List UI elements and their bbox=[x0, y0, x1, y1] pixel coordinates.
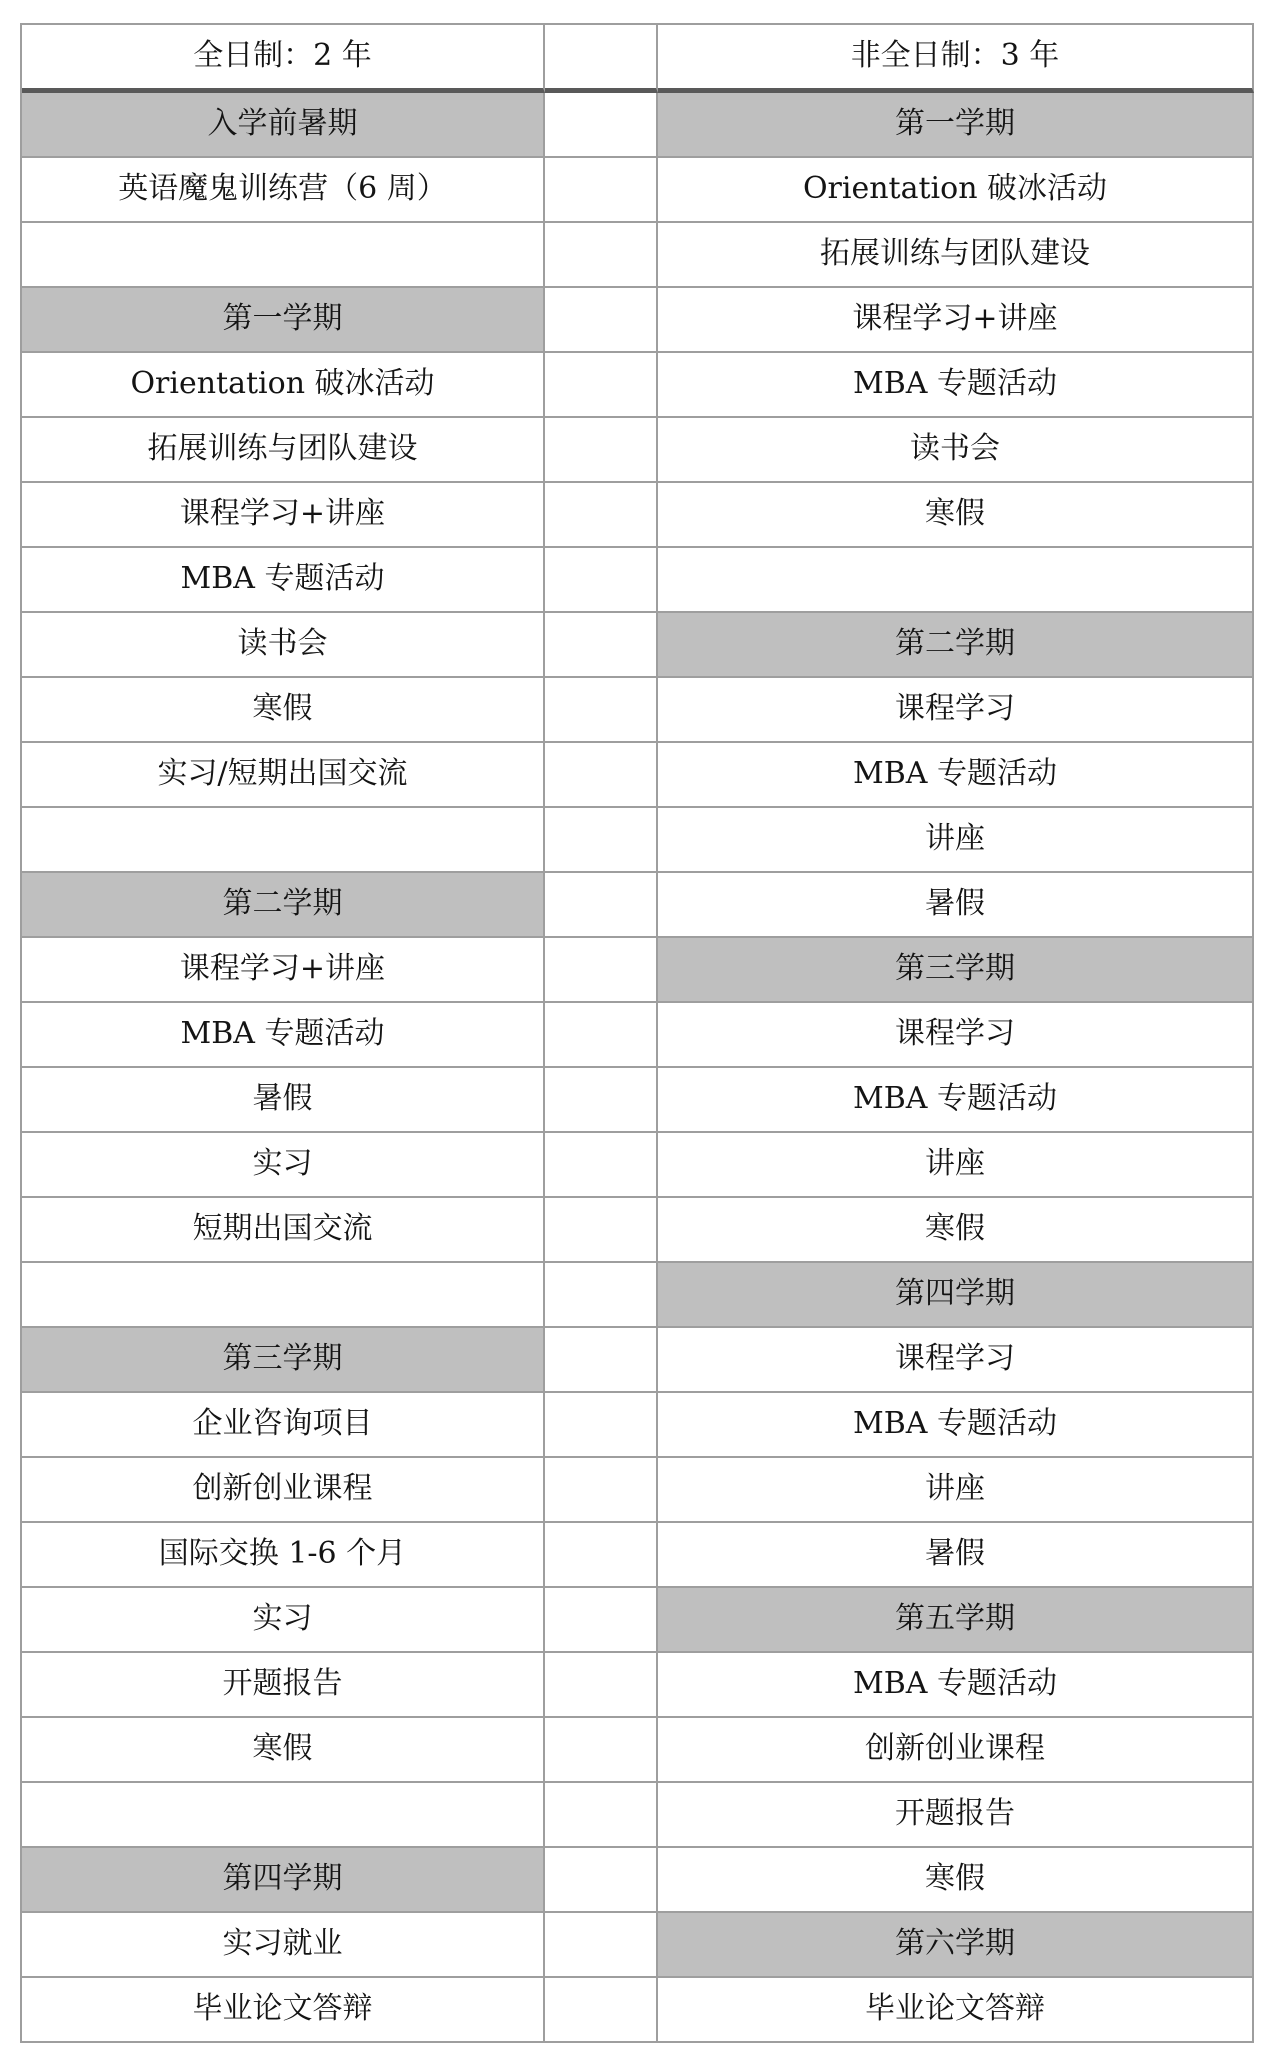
spacer-cell bbox=[545, 1978, 658, 2043]
part-time-cell: 暑假 bbox=[658, 873, 1254, 938]
full-time-cell: 课程学习+讲座 bbox=[22, 938, 545, 1003]
spacer-cell bbox=[545, 158, 658, 223]
part-time-cell: Orientation 破冰活动 bbox=[658, 158, 1254, 223]
table-row bbox=[22, 1133, 1254, 1198]
part-time-cell: 讲座 bbox=[658, 1133, 1254, 1198]
part-time-cell: MBA 专题活动 bbox=[658, 353, 1254, 418]
table-row bbox=[22, 613, 1254, 678]
full-time-cell: 毕业论文答辩 bbox=[22, 1978, 545, 2043]
part-time-cell: 第五学期 bbox=[658, 1588, 1254, 1653]
spacer-cell bbox=[545, 1198, 658, 1263]
part-time-header-cell: 非全日制：3 年 bbox=[658, 25, 1254, 93]
table-row bbox=[22, 1263, 1254, 1328]
spacer-cell bbox=[545, 743, 658, 808]
full-time-cell: 第二学期 bbox=[22, 873, 545, 938]
table-row bbox=[22, 808, 1254, 873]
table-row bbox=[22, 1458, 1254, 1523]
header-row bbox=[22, 25, 1254, 93]
schedule-table bbox=[20, 23, 1254, 2043]
full-time-cell bbox=[22, 808, 545, 873]
table-row bbox=[22, 1588, 1254, 1653]
spacer-cell bbox=[545, 1913, 658, 1978]
part-time-cell: 讲座 bbox=[658, 1458, 1254, 1523]
part-time-cell: 第四学期 bbox=[658, 1263, 1254, 1328]
spacer-cell bbox=[545, 938, 658, 1003]
full-time-cell: MBA 专题活动 bbox=[22, 548, 545, 613]
full-time-cell: 实习就业 bbox=[22, 1913, 545, 1978]
full-time-cell: 企业咨询项目 bbox=[22, 1393, 545, 1458]
table-row bbox=[22, 1523, 1254, 1588]
full-time-cell bbox=[22, 1783, 545, 1848]
part-time-cell: 寒假 bbox=[658, 483, 1254, 548]
part-time-cell: 第三学期 bbox=[658, 938, 1254, 1003]
full-time-cell: 第四学期 bbox=[22, 1848, 545, 1913]
table-row bbox=[22, 1978, 1254, 2043]
table-row bbox=[22, 1653, 1254, 1718]
spacer-cell bbox=[545, 548, 658, 613]
spacer-cell bbox=[545, 353, 658, 418]
full-time-cell: 创新创业课程 bbox=[22, 1458, 545, 1523]
table-row bbox=[22, 678, 1254, 743]
part-time-cell: 开题报告 bbox=[658, 1783, 1254, 1848]
spacer-cell bbox=[545, 25, 658, 93]
full-time-cell: 开题报告 bbox=[22, 1653, 545, 1718]
table-row bbox=[22, 483, 1254, 548]
part-time-cell: 读书会 bbox=[658, 418, 1254, 483]
spacer-cell bbox=[545, 1263, 658, 1328]
part-time-cell: 第二学期 bbox=[658, 613, 1254, 678]
full-time-cell: 拓展训练与团队建设 bbox=[22, 418, 545, 483]
full-time-cell: 入学前暑期 bbox=[22, 93, 545, 158]
full-time-cell: 实习/短期出国交流 bbox=[22, 743, 545, 808]
table-row bbox=[22, 743, 1254, 808]
spacer-cell bbox=[545, 1328, 658, 1393]
table-row bbox=[22, 1198, 1254, 1263]
table-row bbox=[22, 288, 1254, 353]
table-row bbox=[22, 1068, 1254, 1133]
full-time-cell: 第一学期 bbox=[22, 288, 545, 353]
table-row bbox=[22, 1393, 1254, 1458]
full-time-cell: 第三学期 bbox=[22, 1328, 545, 1393]
full-time-cell: MBA 专题活动 bbox=[22, 1003, 545, 1068]
part-time-cell: MBA 专题活动 bbox=[658, 743, 1254, 808]
spacer-cell bbox=[545, 288, 658, 353]
spacer-cell bbox=[545, 1523, 658, 1588]
full-time-cell: Orientation 破冰活动 bbox=[22, 353, 545, 418]
spacer-cell bbox=[545, 613, 658, 678]
part-time-cell: 讲座 bbox=[658, 808, 1254, 873]
full-time-cell: 课程学习+讲座 bbox=[22, 483, 545, 548]
part-time-cell: 课程学习 bbox=[658, 1003, 1254, 1068]
part-time-cell: MBA 专题活动 bbox=[658, 1393, 1254, 1458]
part-time-cell: 毕业论文答辩 bbox=[658, 1978, 1254, 2043]
spacer-cell bbox=[545, 93, 658, 158]
full-time-cell: 寒假 bbox=[22, 1718, 545, 1783]
spacer-cell bbox=[545, 1458, 658, 1523]
table-row bbox=[22, 1913, 1254, 1978]
spacer-cell bbox=[545, 418, 658, 483]
spacer-cell bbox=[545, 808, 658, 873]
schedule-table-body bbox=[22, 25, 1254, 2043]
full-time-cell: 读书会 bbox=[22, 613, 545, 678]
full-time-cell: 国际交换 1-6 个月 bbox=[22, 1523, 545, 1588]
table-row bbox=[22, 548, 1254, 613]
table-row bbox=[22, 93, 1254, 158]
spacer-cell bbox=[545, 1393, 658, 1458]
part-time-cell: 第六学期 bbox=[658, 1913, 1254, 1978]
part-time-cell: 寒假 bbox=[658, 1848, 1254, 1913]
spacer-cell bbox=[545, 678, 658, 743]
spacer-cell bbox=[545, 1718, 658, 1783]
spacer-cell bbox=[545, 1003, 658, 1068]
spacer-cell bbox=[545, 1133, 658, 1198]
table-row bbox=[22, 938, 1254, 1003]
table-row bbox=[22, 1848, 1254, 1913]
full-time-cell: 实习 bbox=[22, 1133, 545, 1198]
part-time-cell: MBA 专题活动 bbox=[658, 1653, 1254, 1718]
part-time-cell: MBA 专题活动 bbox=[658, 1068, 1254, 1133]
spacer-cell bbox=[545, 1068, 658, 1133]
part-time-cell: 暑假 bbox=[658, 1523, 1254, 1588]
table-row bbox=[22, 873, 1254, 938]
table-row bbox=[22, 1718, 1254, 1783]
full-time-header-cell: 全日制：2 年 bbox=[22, 25, 545, 93]
full-time-cell: 寒假 bbox=[22, 678, 545, 743]
full-time-cell bbox=[22, 1263, 545, 1328]
table-row bbox=[22, 1003, 1254, 1068]
table-row bbox=[22, 158, 1254, 223]
full-time-cell bbox=[22, 223, 545, 288]
full-time-cell: 短期出国交流 bbox=[22, 1198, 545, 1263]
part-time-cell: 寒假 bbox=[658, 1198, 1254, 1263]
part-time-cell: 课程学习 bbox=[658, 1328, 1254, 1393]
part-time-cell: 课程学习+讲座 bbox=[658, 288, 1254, 353]
spacer-cell bbox=[545, 1588, 658, 1653]
spacer-cell bbox=[545, 1848, 658, 1913]
part-time-cell: 第一学期 bbox=[658, 93, 1254, 158]
part-time-cell bbox=[658, 548, 1254, 613]
part-time-cell: 课程学习 bbox=[658, 678, 1254, 743]
full-time-cell: 实习 bbox=[22, 1588, 545, 1653]
part-time-cell: 拓展训练与团队建设 bbox=[658, 223, 1254, 288]
table-row bbox=[22, 1328, 1254, 1393]
table-row bbox=[22, 418, 1254, 483]
part-time-cell: 创新创业课程 bbox=[658, 1718, 1254, 1783]
spacer-cell bbox=[545, 1783, 658, 1848]
full-time-cell: 英语魔鬼训练营（6 周） bbox=[22, 158, 545, 223]
spacer-cell bbox=[545, 223, 658, 288]
table-row bbox=[22, 1783, 1254, 1848]
spacer-cell bbox=[545, 1653, 658, 1718]
table-row bbox=[22, 353, 1254, 418]
full-time-cell: 暑假 bbox=[22, 1068, 545, 1133]
spacer-cell bbox=[545, 483, 658, 548]
spacer-cell bbox=[545, 873, 658, 938]
table-row bbox=[22, 223, 1254, 288]
